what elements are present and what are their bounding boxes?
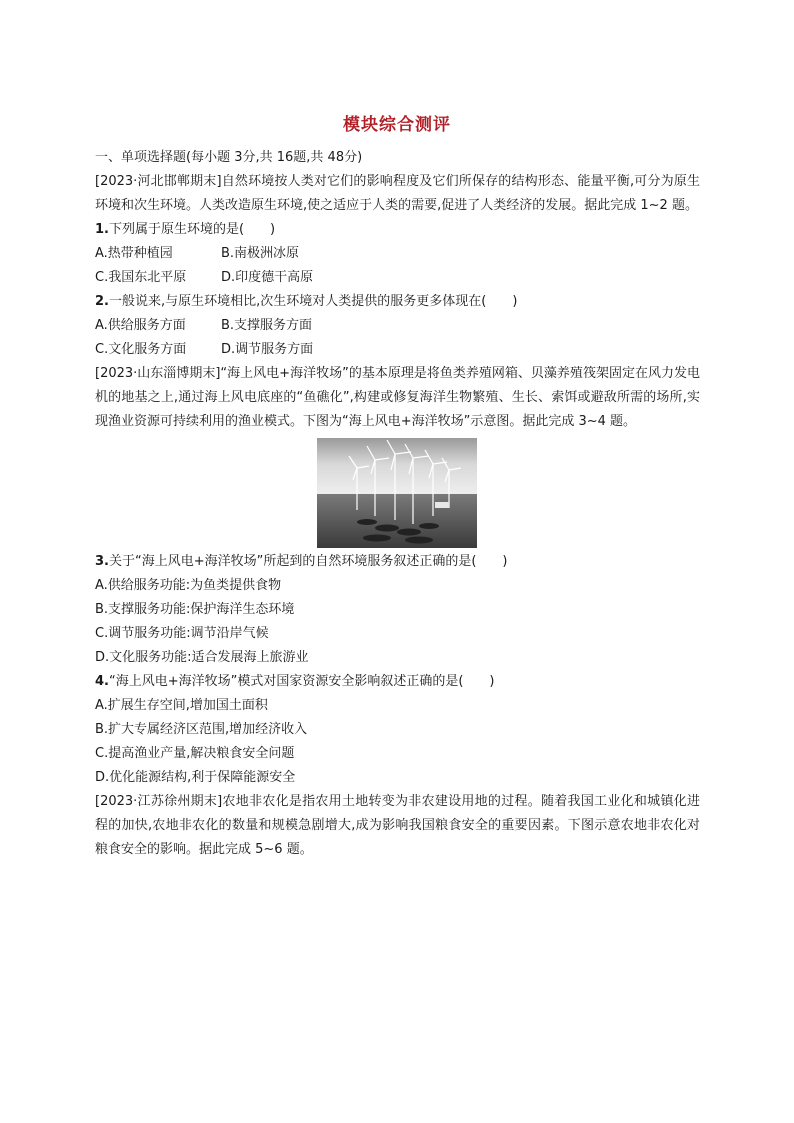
q3-option-b: B.支撑服务功能:保护海洋生态环境	[95, 602, 295, 617]
q3-option-d: D.文化服务功能:适合发展海上旅游业	[95, 650, 309, 665]
q4-option-d: D.优化能源结构,利于保障能源安全	[95, 770, 296, 785]
question-1	[95, 218, 700, 242]
question-4-stem: “海上风电+海洋牧场”模式对国家资源安全影响叙述正确的是( )	[108, 674, 495, 689]
question-2	[95, 290, 700, 314]
q1-option-b: B.南极洲冰原	[221, 246, 300, 261]
q4-option-a: A.扩展生存空间,增加国土面积	[95, 698, 268, 713]
material-1: [2023·河北邯郸期末]自然环境按人类对它们的影响程度及它们所保存的结构形态、能量平衡,可分为原生环境和次生环境。人类改造原生环境,使之适应于人类的需要,促进了人类经济的发展。据此完成 1~2 题。	[95, 174, 700, 213]
offshore-wind-farm-figure	[317, 438, 477, 548]
question-3	[95, 550, 700, 574]
page-title: 模块综合测评	[343, 115, 451, 135]
question-2-stem: 一般说来,与原生环境相比,次生环境对人类提供的服务更多体现在( )	[108, 294, 518, 309]
q3-option-c: C.调节服务功能:调节沿岸气候	[95, 626, 269, 641]
question-1-stem: 下列属于原生环境的是( )	[108, 222, 276, 237]
sea-surface	[317, 494, 477, 548]
q1-option-d: D.印度德干高原	[221, 270, 314, 285]
question-2-options-row-1	[95, 314, 700, 338]
material-3: [2023·江苏徐州期末]农地非农化是指农用土地转变为非农建设用地的过程。随着我国工业化和城镇化进程的加快,农地非农化的数量和规模急剧增大,成为影响我国粮食安全的重要因素。下图示意农地非农化对粮食安全的影响。据此完成 5~6 题。	[95, 794, 700, 857]
question-1-options-row-1	[95, 242, 700, 266]
platform-structure	[435, 502, 449, 508]
q1-option-a: A.热带种植园	[95, 246, 173, 261]
q2-option-a: A.供给服务方面	[95, 318, 186, 333]
q2-option-c: C.文化服务方面	[95, 342, 187, 357]
sky-background	[317, 438, 477, 496]
q2-option-b: B.支撑服务方面	[221, 318, 313, 333]
question-2-number: 2.	[95, 294, 109, 309]
q4-option-c: C.提高渔业产量,解决粮食安全问题	[95, 746, 295, 761]
question-1-number: 1.	[95, 222, 109, 237]
q1-option-c: C.我国东北平原	[95, 270, 187, 285]
exam-content	[95, 146, 700, 862]
question-2-options-row-2	[95, 338, 700, 362]
question-4-number: 4.	[95, 674, 109, 689]
q4-option-b: B.扩大专属经济区范围,增加经济收入	[95, 722, 308, 737]
question-3-number: 3.	[95, 554, 109, 569]
q2-option-d: D.调节服务方面	[221, 342, 314, 357]
question-1-options-row-2	[95, 266, 700, 290]
question-4	[95, 670, 700, 694]
material-2: [2023·山东淄博期末]“海上风电+海洋牧场”的基本原理是将鱼类养殖网箱、贝藻养殖筏架固定在风力发电机的地基之上,通过海上风电底座的“鱼礁化”,构建或修复海洋生物繁殖、生长、索饵或避敌所需的场所,实现渔业资源可持续利用的渔业模式。下图为“海上风电+海洋牧场”示意图。据此完成 3~4 题。	[95, 366, 700, 429]
question-3-stem: 关于“海上风电+海洋牧场”所起到的自然环境服务叙述正确的是( )	[108, 554, 508, 569]
q3-option-a: A.供给服务功能:为鱼类提供食物	[95, 578, 282, 593]
section-heading: 一、单项选择题(每小题 3分,共 16题,共 48分)	[95, 150, 363, 165]
